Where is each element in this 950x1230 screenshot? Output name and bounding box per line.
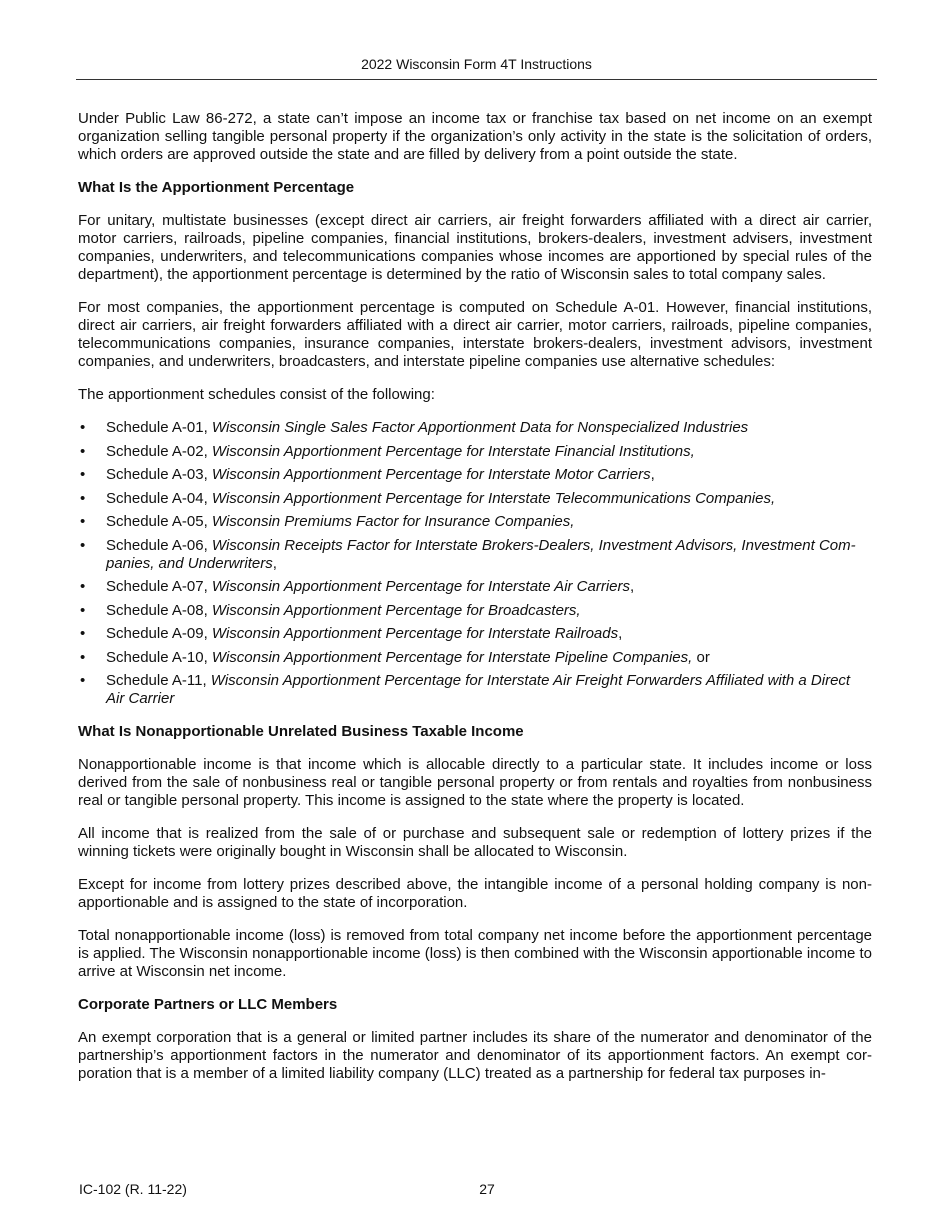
schedule-title: Wisconsin Apportionment Percentage for Interstate Railroads bbox=[211, 625, 619, 642]
heading-apportionment-percentage: What Is the Apportionment Percentage bbox=[78, 179, 355, 196]
schedule-suffix: or bbox=[692, 648, 710, 666]
bullet-icon: • bbox=[80, 419, 86, 436]
schedule-list bbox=[78, 419, 872, 708]
schedule-suffix: , bbox=[272, 554, 277, 572]
schedule-title: Wisconsin Apportionment Percentage for Interstate Telecommunications Companies, bbox=[211, 489, 776, 507]
schedule-name: Schedule A-10, bbox=[106, 648, 212, 666]
schedule-title: Wisconsin Apportionment Percentage for Broadcasters, bbox=[211, 601, 581, 619]
bullet-icon: • bbox=[80, 489, 86, 507]
schedule-name: Schedule A-04, bbox=[106, 489, 212, 507]
schedule-item bbox=[78, 466, 872, 484]
schedule-title: Wisconsin Single Sales Factor Apportionment Data for Nonspecialized Industries bbox=[211, 419, 749, 436]
bullet-icon: • bbox=[80, 648, 86, 666]
paragraph-lottery: All income that is realized from the sale of or purchase and subsequent sale or redemption of lottery prizes if the winning tickets were originally bought in Wisconsin shall be allocated to Wisconsin. bbox=[78, 825, 872, 860]
bullet-icon: • bbox=[80, 536, 86, 554]
paragraph-nonapportionable-def: Nonapportionable income is that income which is allocable directly to a particular state. It includes income or loss derived from the sale of nonbusiness real or tangible personal property or from rentals and royalties from nonbusiness real or tangible personal property. This income is assigned to the state where the property is located. bbox=[78, 756, 872, 809]
schedule-name: Schedule A-02, bbox=[106, 442, 212, 460]
bullet-icon: • bbox=[80, 578, 86, 595]
schedule-title: Wisconsin Premiums Factor for Insurance Companies, bbox=[211, 513, 575, 530]
schedule-item bbox=[78, 625, 872, 643]
schedule-title: Wisconsin Apportionment Percentage for Interstate Air Freight Forwarders Affiliated with a Direct Air Carrier bbox=[106, 672, 851, 707]
schedule-item bbox=[78, 419, 872, 437]
schedule-name: Schedule A-01, bbox=[106, 419, 212, 436]
schedule-title: Wisconsin Apportionment Percentage for Interstate Financial Institutions, bbox=[211, 442, 695, 460]
schedule-name: Schedule A-07, bbox=[106, 578, 212, 595]
running-header: 2022 Wisconsin Form 4T Instructions bbox=[361, 56, 592, 72]
schedule-title: Wisconsin Apportionment Percentage for Interstate Air Carriers bbox=[211, 578, 631, 595]
page-body bbox=[78, 110, 872, 1098]
schedule-suffix: , bbox=[650, 466, 655, 483]
schedule-title: Wisconsin Apportionment Percentage for Interstate Motor Carriers bbox=[211, 466, 651, 483]
schedule-suffix: , bbox=[630, 578, 635, 595]
bullet-icon: • bbox=[80, 672, 86, 689]
schedule-item bbox=[78, 602, 872, 620]
schedule-suffix: , bbox=[618, 625, 623, 642]
bullet-icon: • bbox=[80, 625, 86, 642]
paragraph-unitary: For unitary, multistate businesses (except direct air carriers, air freight forwarders affiliated with a direct air carrier, motor carriers, railroads, pipeline companies, financial institutions, brokers-dealers, investment advisers, investment companies, underwriters, and telecommunications companies whose incomes are apportioned by special rules of the department), the apportionment percentage is determined by the ratio of Wisconsin sales to total company sales. bbox=[78, 212, 872, 283]
header-rule bbox=[76, 79, 877, 80]
schedule-name: Schedule A-11, bbox=[106, 672, 211, 689]
paragraph-holding-company: Except for income from lottery prizes described above, the intangible income of a personal holding company is nonapportionable and is assigned to the state of incorporation. bbox=[78, 876, 872, 911]
schedule-item bbox=[78, 537, 872, 573]
form-id: IC-102 (R. 11-22) bbox=[79, 1181, 187, 1197]
schedule-name: Schedule A-09, bbox=[106, 625, 212, 642]
schedule-item bbox=[78, 578, 872, 596]
paragraph-total-nonapportionable: Total nonapportionable income (loss) is removed from total company net income before the apportionment percentage is applied. The Wisconsin nonapportionable income (loss) is then combined with the Wisconsin apportionable income to arrive at Wisconsin net income. bbox=[78, 927, 872, 980]
bullet-icon: • bbox=[80, 442, 86, 460]
schedule-item bbox=[78, 443, 872, 461]
bullet-icon: • bbox=[80, 601, 86, 619]
schedule-name: Schedule A-05, bbox=[106, 513, 212, 530]
paragraph-public-law: Under Public Law 86-272, a state can’t impose an income tax or franchise tax based on net income on an exempt organization selling tangible personal property if the organization’s only activity in the state is the solicitation of orders, which orders are approved outside the state and are filled by delivery from a point outside the state. bbox=[78, 110, 872, 163]
bullet-icon: • bbox=[80, 513, 86, 530]
heading-corporate-partners: Corporate Partners or LLC Members bbox=[78, 996, 338, 1013]
schedule-name: Schedule A-03, bbox=[106, 466, 212, 483]
schedule-item bbox=[78, 490, 872, 508]
schedule-item bbox=[78, 513, 872, 531]
schedule-title: Wisconsin Receipts Factor for Interstate Brokers-Dealers, Investment Advisors, Investment Companies, and Underwriters bbox=[106, 536, 856, 572]
page-number: 27 bbox=[479, 1181, 495, 1197]
heading-nonapportionable: What Is Nonapportionable Unrelated Business Taxable Income bbox=[78, 723, 524, 740]
paragraph-schedules-intro: The apportionment schedules consist of the following: bbox=[78, 386, 435, 403]
schedule-item bbox=[78, 672, 872, 708]
paragraph-corporate-partners: An exempt corporation that is a general or limited partner includes its share of the numerator and denominator of the partnership’s apportionment factors in the numerator and denominator of its apportionment factors. An exempt corporation that is a member of a limited liability company (LLC) treated as a partnership for federal tax purposes in- bbox=[78, 1029, 872, 1082]
schedule-title: Wisconsin Apportionment Percentage for Interstate Pipeline Companies, bbox=[211, 648, 693, 666]
paragraph-most-companies: For most companies, the apportionment percentage is computed on Schedule A-01. However, financial institutions, direct air carriers, air freight forwarders affiliated with a direct air carrier, motor carriers, railroads, pipeline companies, telecommunications companies, insurance companies, interstate brokers-dealers, investment advisors, investment companies, and underwriters, broadcasters, and interstate pipeline companies use alternative schedules: bbox=[78, 299, 872, 370]
bullet-icon: • bbox=[80, 466, 86, 483]
schedule-name: Schedule A-08, bbox=[106, 601, 212, 619]
schedule-name: Schedule A-06, bbox=[106, 536, 212, 554]
schedule-item bbox=[78, 649, 872, 667]
